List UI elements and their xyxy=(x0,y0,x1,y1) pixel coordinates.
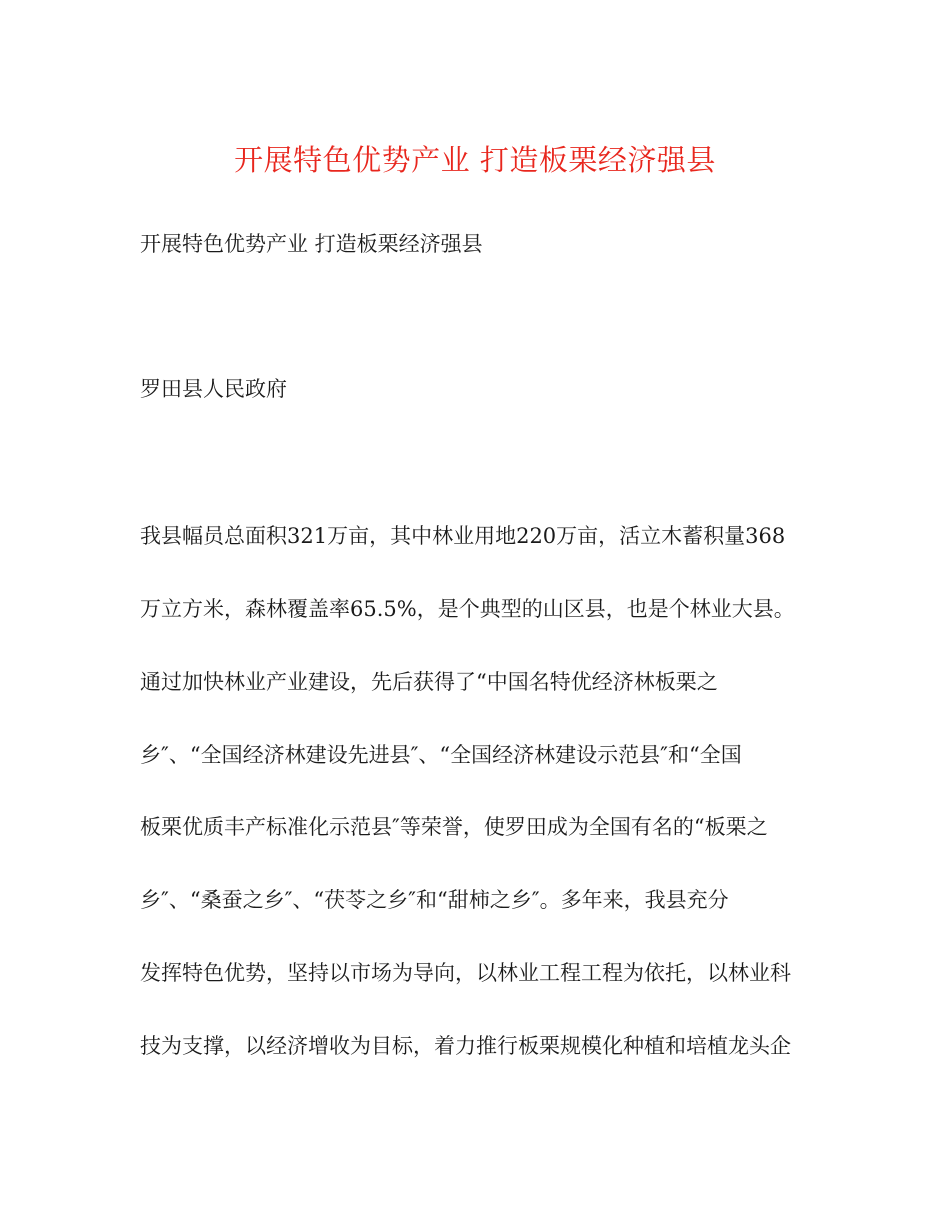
document-title: 开展特色优势产业 打造板栗经济强县 xyxy=(234,143,716,177)
body-line: 乡″、“全国经济林建设先进县″、“全国经济林建设示范县″和“全国 xyxy=(140,743,742,767)
body-line: 发挥特色优势，坚持以市场为导向，以林业工程工程为依托，以林业科 xyxy=(140,961,791,985)
document-author: 罗田县人民政府 xyxy=(140,377,287,401)
body-line: 万立方米，森林覆盖率65.5%，是个典型的山区县，也是个林业大县。 xyxy=(140,597,795,621)
body-line: 通过加快林业产业建设，先后获得了“中国名特优经济林板栗之 xyxy=(140,670,718,694)
body-line: 板栗优质丰产标准化示范县″等荣誉，使罗田成为全国有名的“板栗之 xyxy=(140,815,768,839)
body-line: 技为支撑，以经济增收为目标，着力推行板栗规模化种植和培植龙头企 xyxy=(140,1034,791,1058)
document-subtitle: 开展特色优势产业 打造板栗经济强县 xyxy=(140,232,483,256)
body-line: 我县幅员总面积321万亩，其中林业用地220万亩，活立木蓄积量368 xyxy=(140,524,786,548)
body-line: 乡″、“桑蚕之乡″、“茯苓之乡″和“甜柿之乡″。多年来，我县充分 xyxy=(140,888,729,912)
